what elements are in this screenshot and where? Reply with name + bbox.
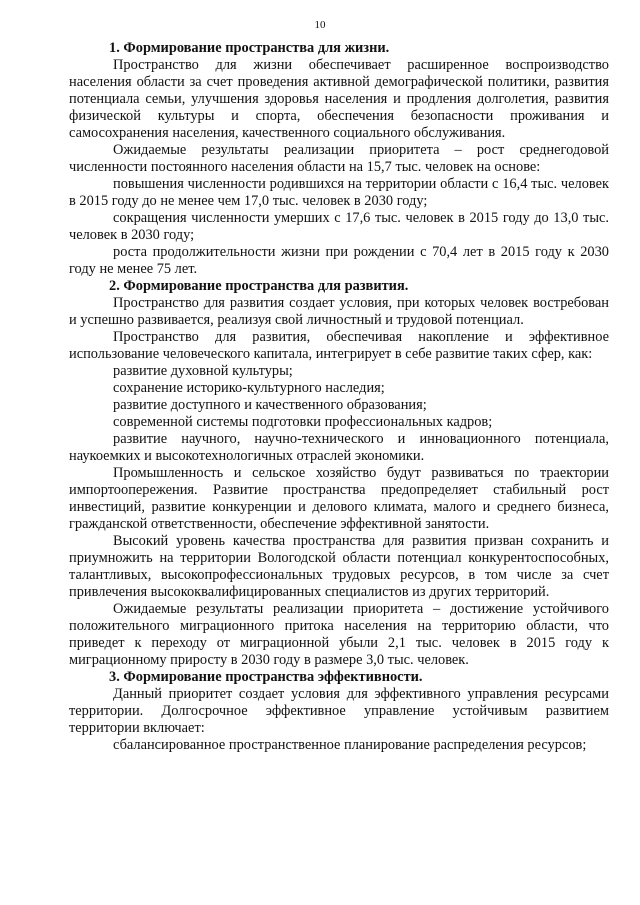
paragraph: Пространство для развития, обеспечивая накопление и эффективное использование человеческого капитала, интегрирует в себе развитие таких сфер, как:	[69, 329, 609, 362]
list-item: сбалансированное пространственное планирование распределения ресурсов;	[113, 737, 587, 753]
paragraph: Высокий уровень качества пространства для развития призван сохранить и приумножить на территории Вологодской области потенциал конкурентоспособных, талантливых, высокопрофессиональных трудовых ресурсов, в том числе за счет привлечения высококвалифицированных специалистов из других территорий.	[69, 533, 609, 600]
list-item: роста продолжительности жизни при рождении с 70,4 лет в 2015 году к 2030 году не менее 75 лет.	[69, 244, 609, 277]
list-item: современной системы подготовки профессиональных кадров;	[113, 414, 493, 430]
list-item: сохранение историко-культурного наследия;	[113, 380, 385, 396]
list-item: развитие духовной культуры;	[113, 363, 293, 379]
list-item: развитие научного, научно-технического и инновационного потенциала, наукоемких и высокотехнологичных отраслей экономики.	[69, 431, 609, 464]
section-3-heading: 3. Формирование пространства эффективности.	[109, 669, 423, 685]
list-item: развитие доступного и качественного образования;	[113, 397, 427, 413]
list-item: сокращения численности умерших с 17,6 тыс. человек в 2015 году до 13,0 тыс. человек в 2030 году;	[69, 210, 609, 243]
section-1-heading: 1. Формирование пространства для жизни.	[109, 40, 390, 56]
section-2-heading: 2. Формирование пространства для развития.	[109, 278, 409, 294]
paragraph: Ожидаемые результаты реализации приоритета – рост среднегодовой численности постоянного населения области на 15,7 тыс. человек на основе:	[69, 142, 609, 175]
paragraph: Ожидаемые результаты реализации приоритета – достижение устойчивого положительного миграционного притока населения на территорию области, что приведет к переходу от миграционной убыли 2,1 тыс. человек в 2015 году к миграционному приросту в 2030 году в размере 3,0 тыс. человек.	[69, 601, 609, 668]
paragraph: Данный приоритет создает условия для эффективного управления ресурсами территории. Долгосрочное эффективное управление устойчивым развитием территории включает:	[69, 686, 609, 736]
paragraph: Промышленность и сельское хозяйство будут развиваться по траектории импортоопережения. Развитие пространства предопределяет стабильный рост инвестиций, развитие конкуренции и делового климата, малого и среднего бизнеса, гражданской ответственности, обеспечение эффективной занятости.	[69, 465, 609, 532]
paragraph: Пространство для жизни обеспечивает расширенное воспроизводство населения области за счет проведения активной демографической политики, развития потенциала семьи, улучшения здоровья населения и продления долголетия, развития физической культуры и спорта, обеспечения безопасности проживания и самосохранения населения, качественного социального обслуживания.	[69, 57, 609, 141]
page-number: 10	[314, 19, 326, 31]
list-item: повышения численности родившихся на территории области с 16,4 тыс. человек в 2015 году до не менее чем 17,0 тыс. человек в 2030 году;	[69, 176, 609, 209]
paragraph: Пространство для развития создает условия, при которых человек востребован и успешно развивается, реализуя свой личностный и трудовой потенциал.	[69, 295, 609, 328]
document-body	[69, 40, 609, 754]
